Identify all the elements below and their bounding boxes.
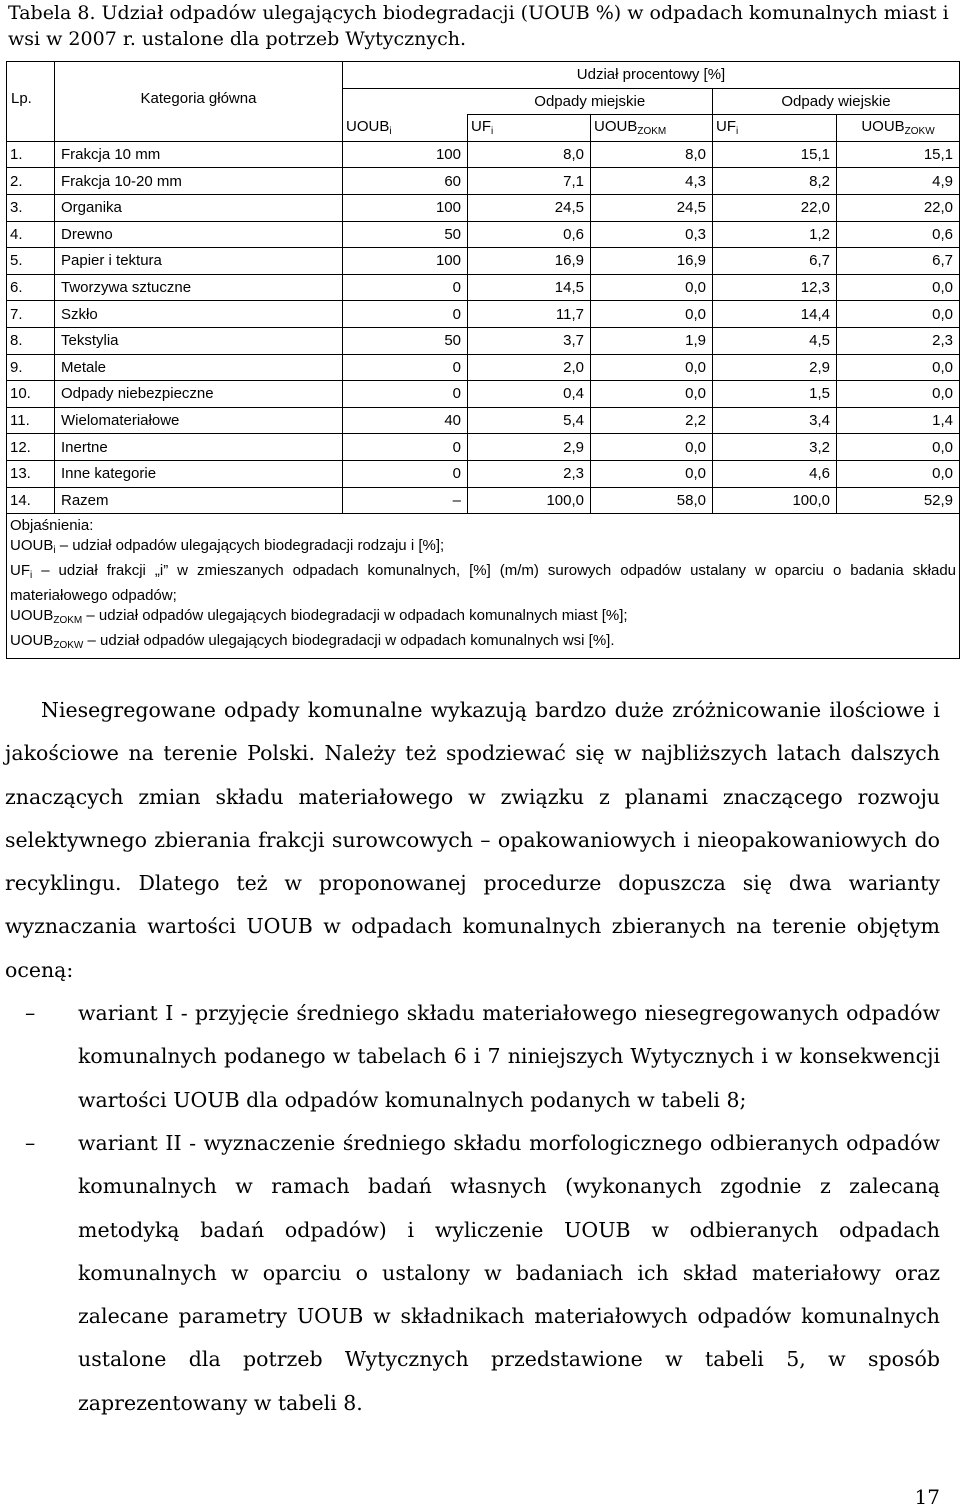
row-uoubi: 100 bbox=[343, 248, 468, 275]
row-lp: 14. bbox=[7, 487, 55, 514]
table-row bbox=[7, 487, 960, 514]
row-uoubi: – bbox=[343, 487, 468, 514]
row-lp: 6. bbox=[7, 274, 55, 301]
header-uoubi: $UOUB_i$ bbox=[343, 115, 468, 142]
header-uoub-zokw: $UOUB_{ZOKW}$ bbox=[837, 115, 960, 142]
row-uoubi: 0 bbox=[343, 381, 468, 408]
row-lp: 13. bbox=[7, 460, 55, 487]
dash-bullet: – bbox=[25, 1130, 36, 1155]
row-uoub-zokm: 0,0 bbox=[591, 381, 713, 408]
row-ufi-wiejskie: 2,9 bbox=[713, 354, 837, 381]
row-uoub-zokm: 0,0 bbox=[591, 274, 713, 301]
table-row bbox=[7, 327, 960, 354]
row-uoub-zokw: 22,0 bbox=[837, 194, 960, 221]
header-uoub-zokm: $UOUB_{ZOKM}$ bbox=[591, 115, 713, 142]
row-uoub-zokm: 58,0 bbox=[591, 487, 713, 514]
note-ufi: $UF_i$ – udział frakcji „i” w zmieszanych odpadach komunalnych, [%] (m/m) surowych odpadów ustalany w oparciu o badania składu materiałowego odpadów; bbox=[10, 562, 957, 605]
row-uoub-zokw: 52,9 bbox=[837, 487, 960, 514]
row-ufi-miejskie: 8,0 bbox=[468, 141, 591, 168]
row-lp: 8. bbox=[7, 327, 55, 354]
row-uoub-zokw: 2,3 bbox=[837, 327, 960, 354]
row-ufi-miejskie: 3,7 bbox=[468, 327, 591, 354]
table-row bbox=[7, 407, 960, 434]
notes-row bbox=[7, 514, 960, 659]
row-lp: 12. bbox=[7, 434, 55, 461]
header-ufi-wiejskie: $UF_i$ bbox=[713, 115, 837, 142]
row-uoubi: 0 bbox=[343, 434, 468, 461]
table-row bbox=[7, 194, 960, 221]
row-category: Frakcja 10-20 mm bbox=[55, 168, 343, 195]
row-ufi-miejskie: 5,4 bbox=[468, 407, 591, 434]
row-uoubi: 50 bbox=[343, 221, 468, 248]
row-lp: 11. bbox=[7, 407, 55, 434]
row-uoubi: 0 bbox=[343, 274, 468, 301]
header-lp: Lp. bbox=[7, 62, 55, 142]
row-category: Papier i tektura bbox=[55, 248, 343, 275]
row-lp: 9. bbox=[7, 354, 55, 381]
note-zokw: $UOUB_{ZOKW}$ – udział odpadów ulegających biodegradacji w odpadach komunalnych wsi [%]. bbox=[10, 632, 615, 652]
variant-item-1 bbox=[5, 992, 940, 1122]
table-row bbox=[7, 301, 960, 328]
row-ufi-miejskie: 2,0 bbox=[468, 354, 591, 381]
row-ufi-wiejskie: 100,0 bbox=[713, 487, 837, 514]
table-notes bbox=[7, 514, 960, 659]
row-ufi-wiejskie: 14,4 bbox=[713, 301, 837, 328]
body-paragraph: Niesegregowane odpady komunalne wykazują bardzo duże zróżnicowanie ilościowe i jakościowe na terenie Polski. Należy też spodziewać się w najbliższych latach dalszych znaczących zmian składu materiałowego w związku z planami znaczącego rozwoju selektywnego zbierania frakcji surowcowych – opakowaniowych i nieopakowaniowych do recyklingu. Dlatego też w proponowanej procedurze dopuszcza się dwa warianty wyznaczania wartości UOUB w odpadach komunalnych zbieranych na terenie objętym oceną: bbox=[5, 698, 940, 982]
row-uoubi: 100 bbox=[343, 141, 468, 168]
row-category: Drewno bbox=[55, 221, 343, 248]
header-wiejskie: Odpady wiejskie bbox=[713, 88, 960, 115]
row-uoubi: 0 bbox=[343, 460, 468, 487]
table-row bbox=[7, 434, 960, 461]
row-uoub-zokm: 0,3 bbox=[591, 221, 713, 248]
row-lp: 7. bbox=[7, 301, 55, 328]
row-uoubi: 60 bbox=[343, 168, 468, 195]
row-ufi-wiejskie: 22,0 bbox=[713, 194, 837, 221]
page-number: 17 bbox=[914, 1485, 940, 1509]
row-uoub-zokm: 8,0 bbox=[591, 141, 713, 168]
row-category: Wielomateriałowe bbox=[55, 407, 343, 434]
row-uoubi: 100 bbox=[343, 194, 468, 221]
row-ufi-miejskie: 0,4 bbox=[468, 381, 591, 408]
note-zokm: $UOUB_{ZOKM}$ – udział odpadów ulegających biodegradacji w odpadach komunalnych miast [%]; bbox=[10, 607, 628, 627]
row-uoub-zokm: 0,0 bbox=[591, 354, 713, 381]
waste-table bbox=[6, 61, 960, 659]
row-uoub-zokm: 0,0 bbox=[591, 301, 713, 328]
row-ufi-wiejskie: 1,5 bbox=[713, 381, 837, 408]
row-lp: 2. bbox=[7, 168, 55, 195]
row-lp: 5. bbox=[7, 248, 55, 275]
row-category: Razem bbox=[55, 487, 343, 514]
row-ufi-wiejskie: 3,2 bbox=[713, 434, 837, 461]
row-uoub-zokw: 0,0 bbox=[837, 354, 960, 381]
row-lp: 1. bbox=[7, 141, 55, 168]
row-category: Szkło bbox=[55, 301, 343, 328]
row-ufi-miejskie: 16,9 bbox=[468, 248, 591, 275]
row-ufi-wiejskie: 4,5 bbox=[713, 327, 837, 354]
row-uoub-zokm: 0,0 bbox=[591, 434, 713, 461]
row-uoubi: 50 bbox=[343, 327, 468, 354]
table-row bbox=[7, 354, 960, 381]
row-uoubi: 0 bbox=[343, 354, 468, 381]
row-ufi-miejskie: 7,1 bbox=[468, 168, 591, 195]
variant-item-2 bbox=[5, 1122, 940, 1425]
row-category: Tekstylia bbox=[55, 327, 343, 354]
table-row bbox=[7, 168, 960, 195]
row-category: Odpady niebezpieczne bbox=[55, 381, 343, 408]
variant-text-2: wariant II - wyznaczenie średniego składu morfologicznego odbieranych odpadów komunalnych w ramach badań własnych (wykonanych zgodnie z zalecaną metodyką badań odpadów) i wyliczenie UOUB w odbieranych odpadach komunalnych w oparciu o ustalony w badaniach ich skład materiałowy oraz zalecane parametry UOUB w składnikach materiałowych odpadów komunalnych ustalone dla potrzeb Wytycznych przedstawione w tabeli 5, w sposób zaprezentowany w tabeli 8. bbox=[78, 1130, 940, 1415]
row-category: Organika bbox=[55, 194, 343, 221]
row-uoubi: 40 bbox=[343, 407, 468, 434]
table-row bbox=[7, 381, 960, 408]
row-uoub-zokm: 0,0 bbox=[591, 460, 713, 487]
row-category: Frakcja 10 mm bbox=[55, 141, 343, 168]
table-caption: Tabela 8. Udział odpadów ulegających biodegradacji (UOUB %) w odpadach komunalnych miast i wsi w 2007 r. ustalone dla potrzeb Wytycznych. bbox=[8, 2, 949, 50]
row-uoub-zokm: 16,9 bbox=[591, 248, 713, 275]
row-uoub-zokw: 0,0 bbox=[837, 381, 960, 408]
header-row-1 bbox=[7, 62, 960, 89]
row-uoubi: 0 bbox=[343, 301, 468, 328]
row-uoub-zokm: 1,9 bbox=[591, 327, 713, 354]
row-ufi-wiejskie: 6,7 bbox=[713, 248, 837, 275]
row-uoub-zokw: 4,9 bbox=[837, 168, 960, 195]
table-row bbox=[7, 274, 960, 301]
row-ufi-wiejskie: 8,2 bbox=[713, 168, 837, 195]
row-uoub-zokm: 4,3 bbox=[591, 168, 713, 195]
header-ufi-miejskie: $UF_i$ bbox=[468, 115, 591, 142]
row-uoub-zokw: 0,0 bbox=[837, 301, 960, 328]
row-ufi-wiejskie: 12,3 bbox=[713, 274, 837, 301]
row-uoub-zokw: 1,4 bbox=[837, 407, 960, 434]
row-ufi-wiejskie: 4,6 bbox=[713, 460, 837, 487]
row-ufi-miejskie: 2,3 bbox=[468, 460, 591, 487]
row-ufi-wiejskie: 15,1 bbox=[713, 141, 837, 168]
table-row bbox=[7, 248, 960, 275]
dash-bullet: – bbox=[25, 1001, 36, 1026]
row-uoub-zokw: 6,7 bbox=[837, 248, 960, 275]
note-uoubi: $UOUB_i$ – udział odpadów ulegających biodegradacji rodzaju i [%]; bbox=[10, 537, 445, 557]
row-uoub-zokw: 15,1 bbox=[837, 141, 960, 168]
table-row bbox=[7, 221, 960, 248]
header-miejskie: Odpady miejskie bbox=[468, 88, 713, 115]
row-uoub-zokw: 0,6 bbox=[837, 221, 960, 248]
row-ufi-wiejskie: 1,2 bbox=[713, 221, 837, 248]
body-text bbox=[5, 689, 940, 1425]
row-uoub-zokw: 0,0 bbox=[837, 460, 960, 487]
notes-title: Objaśnienia: bbox=[10, 517, 94, 535]
row-ufi-miejskie: 24,5 bbox=[468, 194, 591, 221]
row-uoub-zokm: 24,5 bbox=[591, 194, 713, 221]
row-category: Tworzywa sztuczne bbox=[55, 274, 343, 301]
row-uoub-zokw: 0,0 bbox=[837, 434, 960, 461]
row-ufi-miejskie: 0,6 bbox=[468, 221, 591, 248]
row-uoub-zokw: 0,0 bbox=[837, 274, 960, 301]
row-ufi-miejskie: 11,7 bbox=[468, 301, 591, 328]
row-category: Metale bbox=[55, 354, 343, 381]
row-ufi-wiejskie: 3,4 bbox=[713, 407, 837, 434]
row-category: Inertne bbox=[55, 434, 343, 461]
row-ufi-miejskie: 14,5 bbox=[468, 274, 591, 301]
variant-text-1: wariant I - przyjęcie średniego składu materiałowego niesegregowanych odpadów komunalnych podanego w tabelach 6 i 7 niniejszych Wytycznych i w konsekwencji wartości UOUB dla odpadów komunalnych podanych w tabeli 8; bbox=[78, 1001, 940, 1112]
row-ufi-miejskie: 100,0 bbox=[468, 487, 591, 514]
header-udzial: Udział procentowy [%] bbox=[343, 62, 960, 89]
row-lp: 10. bbox=[7, 381, 55, 408]
row-lp: 3. bbox=[7, 194, 55, 221]
table-row bbox=[7, 460, 960, 487]
variant-list bbox=[5, 992, 940, 1425]
row-ufi-miejskie: 2,9 bbox=[468, 434, 591, 461]
row-lp: 4. bbox=[7, 221, 55, 248]
header-kategoria: Kategoria główna bbox=[55, 62, 343, 142]
row-category: Inne kategorie bbox=[55, 460, 343, 487]
table-row bbox=[7, 141, 960, 168]
row-uoub-zokm: 2,2 bbox=[591, 407, 713, 434]
